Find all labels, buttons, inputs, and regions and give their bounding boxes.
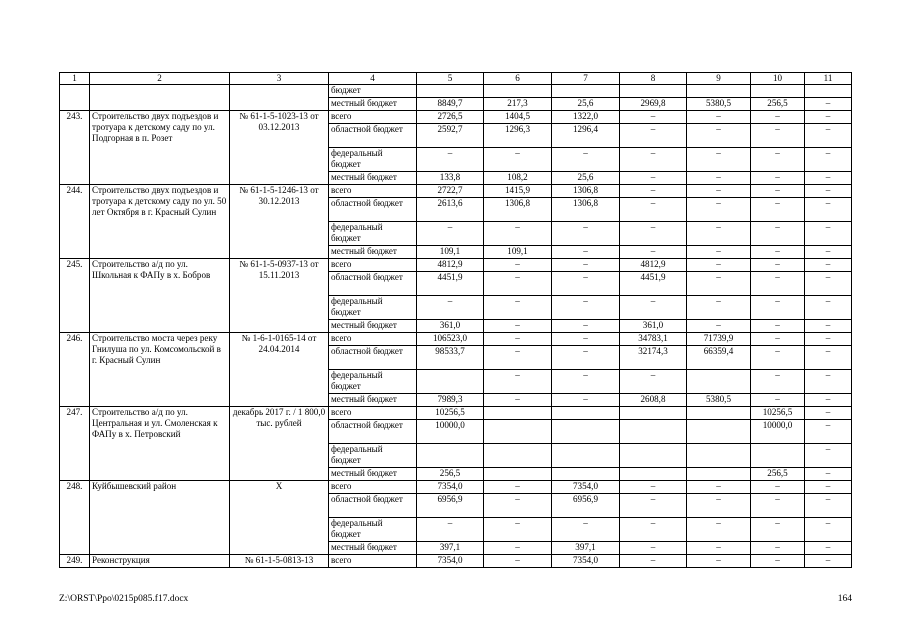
value-cell: – bbox=[751, 394, 805, 407]
value-cell: – bbox=[805, 407, 852, 420]
object-name: Строительство моста через реку Гнилуша по ул. Комсомольской в г. Красный Сулин bbox=[90, 333, 230, 407]
value-cell: – bbox=[620, 518, 687, 542]
value-cell: – bbox=[805, 185, 852, 198]
value-cell: – bbox=[620, 494, 687, 518]
value-cell: – bbox=[687, 481, 751, 494]
value-cell bbox=[620, 407, 687, 420]
value-cell: 1306,8 bbox=[552, 185, 620, 198]
value-cell: – bbox=[417, 222, 484, 246]
value-cell bbox=[620, 444, 687, 468]
object-document: № 61-1-5-0937-13 от 15.11.2013 bbox=[230, 259, 329, 333]
value-cell: – bbox=[484, 542, 552, 555]
source-cell: федеральный бюджет bbox=[329, 222, 417, 246]
col-num-2: 2 bbox=[90, 73, 230, 85]
value-cell: – bbox=[805, 444, 852, 468]
table-row bbox=[60, 185, 852, 198]
value-cell: – bbox=[484, 494, 552, 518]
object-number: 246. bbox=[60, 333, 90, 407]
value-cell: – bbox=[417, 296, 484, 320]
value-cell: – bbox=[687, 111, 751, 124]
value-cell: – bbox=[484, 333, 552, 346]
value-cell: 1296,3 bbox=[484, 124, 552, 148]
object-number: 245. bbox=[60, 259, 90, 333]
value-cell: – bbox=[805, 246, 852, 259]
value-cell: – bbox=[620, 542, 687, 555]
value-cell: 1322,0 bbox=[552, 111, 620, 124]
value-cell: 1296,4 bbox=[552, 124, 620, 148]
value-cell: – bbox=[805, 296, 852, 320]
object-document: № 61-1-5-0813-13 bbox=[230, 555, 329, 568]
value-cell: – bbox=[484, 148, 552, 172]
source-cell: всего bbox=[329, 185, 417, 198]
table-row bbox=[60, 481, 852, 494]
value-cell: 2608,8 bbox=[620, 394, 687, 407]
value-cell: – bbox=[484, 518, 552, 542]
value-cell: – bbox=[484, 259, 552, 272]
value-cell: – bbox=[620, 222, 687, 246]
carry-doc-cell bbox=[230, 85, 329, 111]
value-cell: – bbox=[805, 98, 852, 111]
value-cell: 10256,5 bbox=[417, 407, 484, 420]
value-cell: – bbox=[620, 198, 687, 222]
value-cell: – bbox=[805, 333, 852, 346]
col-num-9: 9 bbox=[687, 73, 751, 85]
value-cell: 98533,7 bbox=[417, 346, 484, 370]
value-cell: – bbox=[417, 518, 484, 542]
value-cell: 10256,5 bbox=[751, 407, 805, 420]
source-cell: местный бюджет bbox=[329, 542, 417, 555]
value-cell: – bbox=[805, 370, 852, 394]
value-cell: 256,5 bbox=[417, 468, 484, 481]
value-cell: – bbox=[552, 246, 620, 259]
value-cell: – bbox=[751, 172, 805, 185]
value-cell: – bbox=[805, 420, 852, 444]
value-cell: – bbox=[552, 320, 620, 333]
col-num-11: 11 bbox=[805, 73, 852, 85]
value-cell: – bbox=[552, 296, 620, 320]
value-cell bbox=[687, 420, 751, 444]
value-cell bbox=[687, 444, 751, 468]
source-cell: федеральный бюджет bbox=[329, 370, 417, 394]
value-cell: – bbox=[552, 272, 620, 296]
value-cell: – bbox=[751, 222, 805, 246]
object-document: декабрь 2017 г. / 1 800,0 тыс. рублей bbox=[230, 407, 329, 481]
value-cell bbox=[484, 407, 552, 420]
value-cell: 256,5 bbox=[751, 468, 805, 481]
source-cell: федеральный бюджет bbox=[329, 296, 417, 320]
financing-table bbox=[59, 72, 852, 568]
object-document: № 1-6-1-0165-14 от 24.04.2014 bbox=[230, 333, 329, 407]
value-cell: – bbox=[805, 172, 852, 185]
value-cell: – bbox=[805, 111, 852, 124]
object-name: Куйбышевский район bbox=[90, 481, 230, 555]
source-cell: всего bbox=[329, 555, 417, 568]
value-cell: – bbox=[620, 111, 687, 124]
value-cell: – bbox=[484, 272, 552, 296]
column-number-row bbox=[60, 73, 852, 85]
value-cell: – bbox=[751, 185, 805, 198]
carry-num-cell bbox=[60, 85, 90, 111]
value-cell: 2726,5 bbox=[417, 111, 484, 124]
value-cell: – bbox=[620, 148, 687, 172]
col-num-1: 1 bbox=[60, 73, 90, 85]
value-cell: – bbox=[751, 296, 805, 320]
value-cell: – bbox=[687, 198, 751, 222]
value-cell: – bbox=[552, 370, 620, 394]
table-row bbox=[60, 111, 852, 124]
value-cell: 2592,7 bbox=[417, 124, 484, 148]
value-cell bbox=[687, 85, 751, 98]
object-number: 244. bbox=[60, 185, 90, 259]
value-cell: 133,8 bbox=[417, 172, 484, 185]
value-cell: – bbox=[805, 320, 852, 333]
value-cell bbox=[687, 370, 751, 394]
value-cell: 2613,6 bbox=[417, 198, 484, 222]
value-cell bbox=[552, 420, 620, 444]
value-cell: 34783,1 bbox=[620, 333, 687, 346]
value-cell: 66359,4 bbox=[687, 346, 751, 370]
value-cell: – bbox=[687, 172, 751, 185]
value-cell: – bbox=[805, 124, 852, 148]
value-cell: – bbox=[484, 481, 552, 494]
value-cell: – bbox=[552, 394, 620, 407]
value-cell: – bbox=[484, 555, 552, 568]
value-cell: – bbox=[751, 370, 805, 394]
value-cell: – bbox=[805, 481, 852, 494]
value-cell bbox=[484, 420, 552, 444]
value-cell: – bbox=[805, 272, 852, 296]
value-cell bbox=[417, 444, 484, 468]
value-cell: – bbox=[687, 555, 751, 568]
value-cell: – bbox=[751, 320, 805, 333]
value-cell bbox=[620, 420, 687, 444]
object-document: № 61-1-5-1023-13 от 03.12.2013 bbox=[230, 111, 329, 185]
value-cell: – bbox=[417, 148, 484, 172]
source-cell: местный бюджет bbox=[329, 468, 417, 481]
page-number: 164 bbox=[837, 594, 852, 604]
value-cell bbox=[552, 444, 620, 468]
value-cell: – bbox=[751, 259, 805, 272]
value-cell: – bbox=[620, 481, 687, 494]
value-cell: – bbox=[687, 259, 751, 272]
object-number: 248. bbox=[60, 481, 90, 555]
object-number: 243. bbox=[60, 111, 90, 185]
col-num-4: 4 bbox=[329, 73, 417, 85]
value-cell: – bbox=[484, 222, 552, 246]
value-cell: – bbox=[805, 468, 852, 481]
object-document: № 61-1-5-1246-13 от 30.12.2013 bbox=[230, 185, 329, 259]
value-cell bbox=[805, 85, 852, 98]
value-cell: 7989,3 bbox=[417, 394, 484, 407]
source-cell: местный бюджет bbox=[329, 98, 417, 111]
value-cell: – bbox=[805, 222, 852, 246]
value-cell bbox=[484, 85, 552, 98]
file-path: Z:\ORST\Ppo\0215p085.f17.docx bbox=[59, 594, 189, 604]
value-cell: 25,6 bbox=[552, 172, 620, 185]
value-cell: 1306,8 bbox=[484, 198, 552, 222]
source-cell: федеральный бюджет bbox=[329, 148, 417, 172]
source-cell: областной бюджет bbox=[329, 420, 417, 444]
value-cell: 4812,9 bbox=[417, 259, 484, 272]
source-cell: всего bbox=[329, 111, 417, 124]
value-cell: – bbox=[805, 542, 852, 555]
value-cell bbox=[751, 85, 805, 98]
value-cell: 109,1 bbox=[484, 246, 552, 259]
value-cell: – bbox=[751, 148, 805, 172]
value-cell: – bbox=[620, 124, 687, 148]
source-cell: областной бюджет bbox=[329, 494, 417, 518]
value-cell: – bbox=[751, 272, 805, 296]
value-cell: – bbox=[484, 320, 552, 333]
value-cell: – bbox=[484, 296, 552, 320]
value-cell bbox=[751, 444, 805, 468]
value-cell: – bbox=[687, 246, 751, 259]
table-row bbox=[60, 85, 852, 98]
value-cell: – bbox=[620, 185, 687, 198]
object-name: Реконструкция bbox=[90, 555, 230, 568]
object-name: Строительство двух подъездов и тротуара к детскому саду по ул. Подгорная в п. Розет bbox=[90, 111, 230, 185]
value-cell bbox=[417, 85, 484, 98]
value-cell: 4451,9 bbox=[417, 272, 484, 296]
value-cell: – bbox=[687, 222, 751, 246]
value-cell: – bbox=[751, 124, 805, 148]
value-cell: – bbox=[805, 148, 852, 172]
value-cell: 5380,5 bbox=[687, 98, 751, 111]
value-cell: – bbox=[751, 333, 805, 346]
value-cell: – bbox=[687, 148, 751, 172]
table-row bbox=[60, 555, 852, 568]
source-cell: областной бюджет bbox=[329, 198, 417, 222]
value-cell: 2722,7 bbox=[417, 185, 484, 198]
value-cell: – bbox=[484, 370, 552, 394]
value-cell: – bbox=[552, 259, 620, 272]
value-cell: 1306,8 bbox=[552, 198, 620, 222]
source-cell: областной бюджет bbox=[329, 124, 417, 148]
value-cell: 217,3 bbox=[484, 98, 552, 111]
source-cell: бюджет bbox=[329, 85, 417, 98]
value-cell: – bbox=[687, 296, 751, 320]
value-cell: 6956,9 bbox=[417, 494, 484, 518]
value-cell: – bbox=[805, 494, 852, 518]
value-cell bbox=[687, 407, 751, 420]
object-name: Строительство а/д по ул. Школьная к ФАПу в х. Бобров bbox=[90, 259, 230, 333]
value-cell bbox=[552, 85, 620, 98]
value-cell: 397,1 bbox=[417, 542, 484, 555]
value-cell: 361,0 bbox=[620, 320, 687, 333]
value-cell bbox=[417, 370, 484, 394]
value-cell: – bbox=[751, 481, 805, 494]
source-cell: местный бюджет bbox=[329, 394, 417, 407]
value-cell: 6956,9 bbox=[552, 494, 620, 518]
value-cell: 7354,0 bbox=[552, 481, 620, 494]
value-cell: – bbox=[687, 542, 751, 555]
value-cell: – bbox=[805, 198, 852, 222]
value-cell: – bbox=[620, 172, 687, 185]
value-cell: – bbox=[552, 346, 620, 370]
value-cell: 32174,3 bbox=[620, 346, 687, 370]
value-cell bbox=[620, 85, 687, 98]
value-cell: – bbox=[805, 346, 852, 370]
value-cell: – bbox=[751, 542, 805, 555]
value-cell: – bbox=[552, 518, 620, 542]
object-number: 249. bbox=[60, 555, 90, 568]
value-cell: 361,0 bbox=[417, 320, 484, 333]
value-cell: 7354,0 bbox=[552, 555, 620, 568]
source-cell: местный бюджет bbox=[329, 320, 417, 333]
value-cell: – bbox=[751, 246, 805, 259]
col-num-8: 8 bbox=[620, 73, 687, 85]
value-cell: 108,2 bbox=[484, 172, 552, 185]
col-num-5: 5 bbox=[417, 73, 484, 85]
value-cell: – bbox=[687, 272, 751, 296]
value-cell: 4451,9 bbox=[620, 272, 687, 296]
value-cell: – bbox=[805, 555, 852, 568]
carry-name-cell bbox=[90, 85, 230, 111]
value-cell: – bbox=[751, 494, 805, 518]
value-cell: – bbox=[805, 394, 852, 407]
source-cell: всего bbox=[329, 333, 417, 346]
source-cell: областной бюджет bbox=[329, 272, 417, 296]
source-cell: местный бюджет bbox=[329, 246, 417, 259]
value-cell: 4812,9 bbox=[620, 259, 687, 272]
object-name: Строительство а/д по ул. Центральная и ул. Смоленская к ФАПу в х. Петровский bbox=[90, 407, 230, 481]
value-cell: 397,1 bbox=[552, 542, 620, 555]
value-cell: – bbox=[751, 518, 805, 542]
value-cell: – bbox=[552, 148, 620, 172]
source-cell: областной бюджет bbox=[329, 346, 417, 370]
table-row bbox=[60, 407, 852, 420]
value-cell: 1415,9 bbox=[484, 185, 552, 198]
object-document: X bbox=[230, 481, 329, 555]
value-cell: 71739,9 bbox=[687, 333, 751, 346]
value-cell: 109,1 bbox=[417, 246, 484, 259]
value-cell: 10000,0 bbox=[417, 420, 484, 444]
value-cell: – bbox=[484, 346, 552, 370]
value-cell: – bbox=[620, 246, 687, 259]
value-cell: – bbox=[687, 185, 751, 198]
source-cell: местный бюджет bbox=[329, 172, 417, 185]
table-row bbox=[60, 259, 852, 272]
source-cell: федеральный бюджет bbox=[329, 518, 417, 542]
value-cell bbox=[484, 444, 552, 468]
object-name: Строительство двух подъездов и тротуара к детскому саду по ул. 50 лет Октября в г. Красный Сулин bbox=[90, 185, 230, 259]
value-cell: – bbox=[805, 518, 852, 542]
value-cell: – bbox=[687, 320, 751, 333]
value-cell bbox=[484, 468, 552, 481]
source-cell: федеральный бюджет bbox=[329, 444, 417, 468]
value-cell: 8849,7 bbox=[417, 98, 484, 111]
value-cell: 25,6 bbox=[552, 98, 620, 111]
value-cell: 7354,0 bbox=[417, 555, 484, 568]
value-cell: 10000,0 bbox=[751, 420, 805, 444]
value-cell: – bbox=[552, 333, 620, 346]
source-cell: всего bbox=[329, 259, 417, 272]
value-cell: 5380,5 bbox=[687, 394, 751, 407]
table-row bbox=[60, 333, 852, 346]
object-number: 247. bbox=[60, 407, 90, 481]
col-num-6: 6 bbox=[484, 73, 552, 85]
col-num-10: 10 bbox=[751, 73, 805, 85]
value-cell: – bbox=[687, 494, 751, 518]
value-cell: – bbox=[751, 555, 805, 568]
value-cell: – bbox=[620, 370, 687, 394]
value-cell: – bbox=[805, 259, 852, 272]
value-cell bbox=[552, 407, 620, 420]
value-cell: – bbox=[687, 124, 751, 148]
value-cell: – bbox=[552, 222, 620, 246]
value-cell bbox=[687, 468, 751, 481]
source-cell: всего bbox=[329, 407, 417, 420]
value-cell: 2969,8 bbox=[620, 98, 687, 111]
col-num-7: 7 bbox=[552, 73, 620, 85]
value-cell: – bbox=[751, 198, 805, 222]
value-cell: – bbox=[620, 555, 687, 568]
value-cell: 106523,0 bbox=[417, 333, 484, 346]
value-cell: 1404,5 bbox=[484, 111, 552, 124]
value-cell: – bbox=[751, 111, 805, 124]
value-cell: – bbox=[751, 346, 805, 370]
col-num-3: 3 bbox=[230, 73, 329, 85]
value-cell: 256,5 bbox=[751, 98, 805, 111]
value-cell: – bbox=[620, 296, 687, 320]
value-cell: – bbox=[687, 518, 751, 542]
source-cell: всего bbox=[329, 481, 417, 494]
value-cell: 7354,0 bbox=[417, 481, 484, 494]
value-cell bbox=[552, 468, 620, 481]
value-cell bbox=[620, 468, 687, 481]
value-cell: – bbox=[484, 394, 552, 407]
